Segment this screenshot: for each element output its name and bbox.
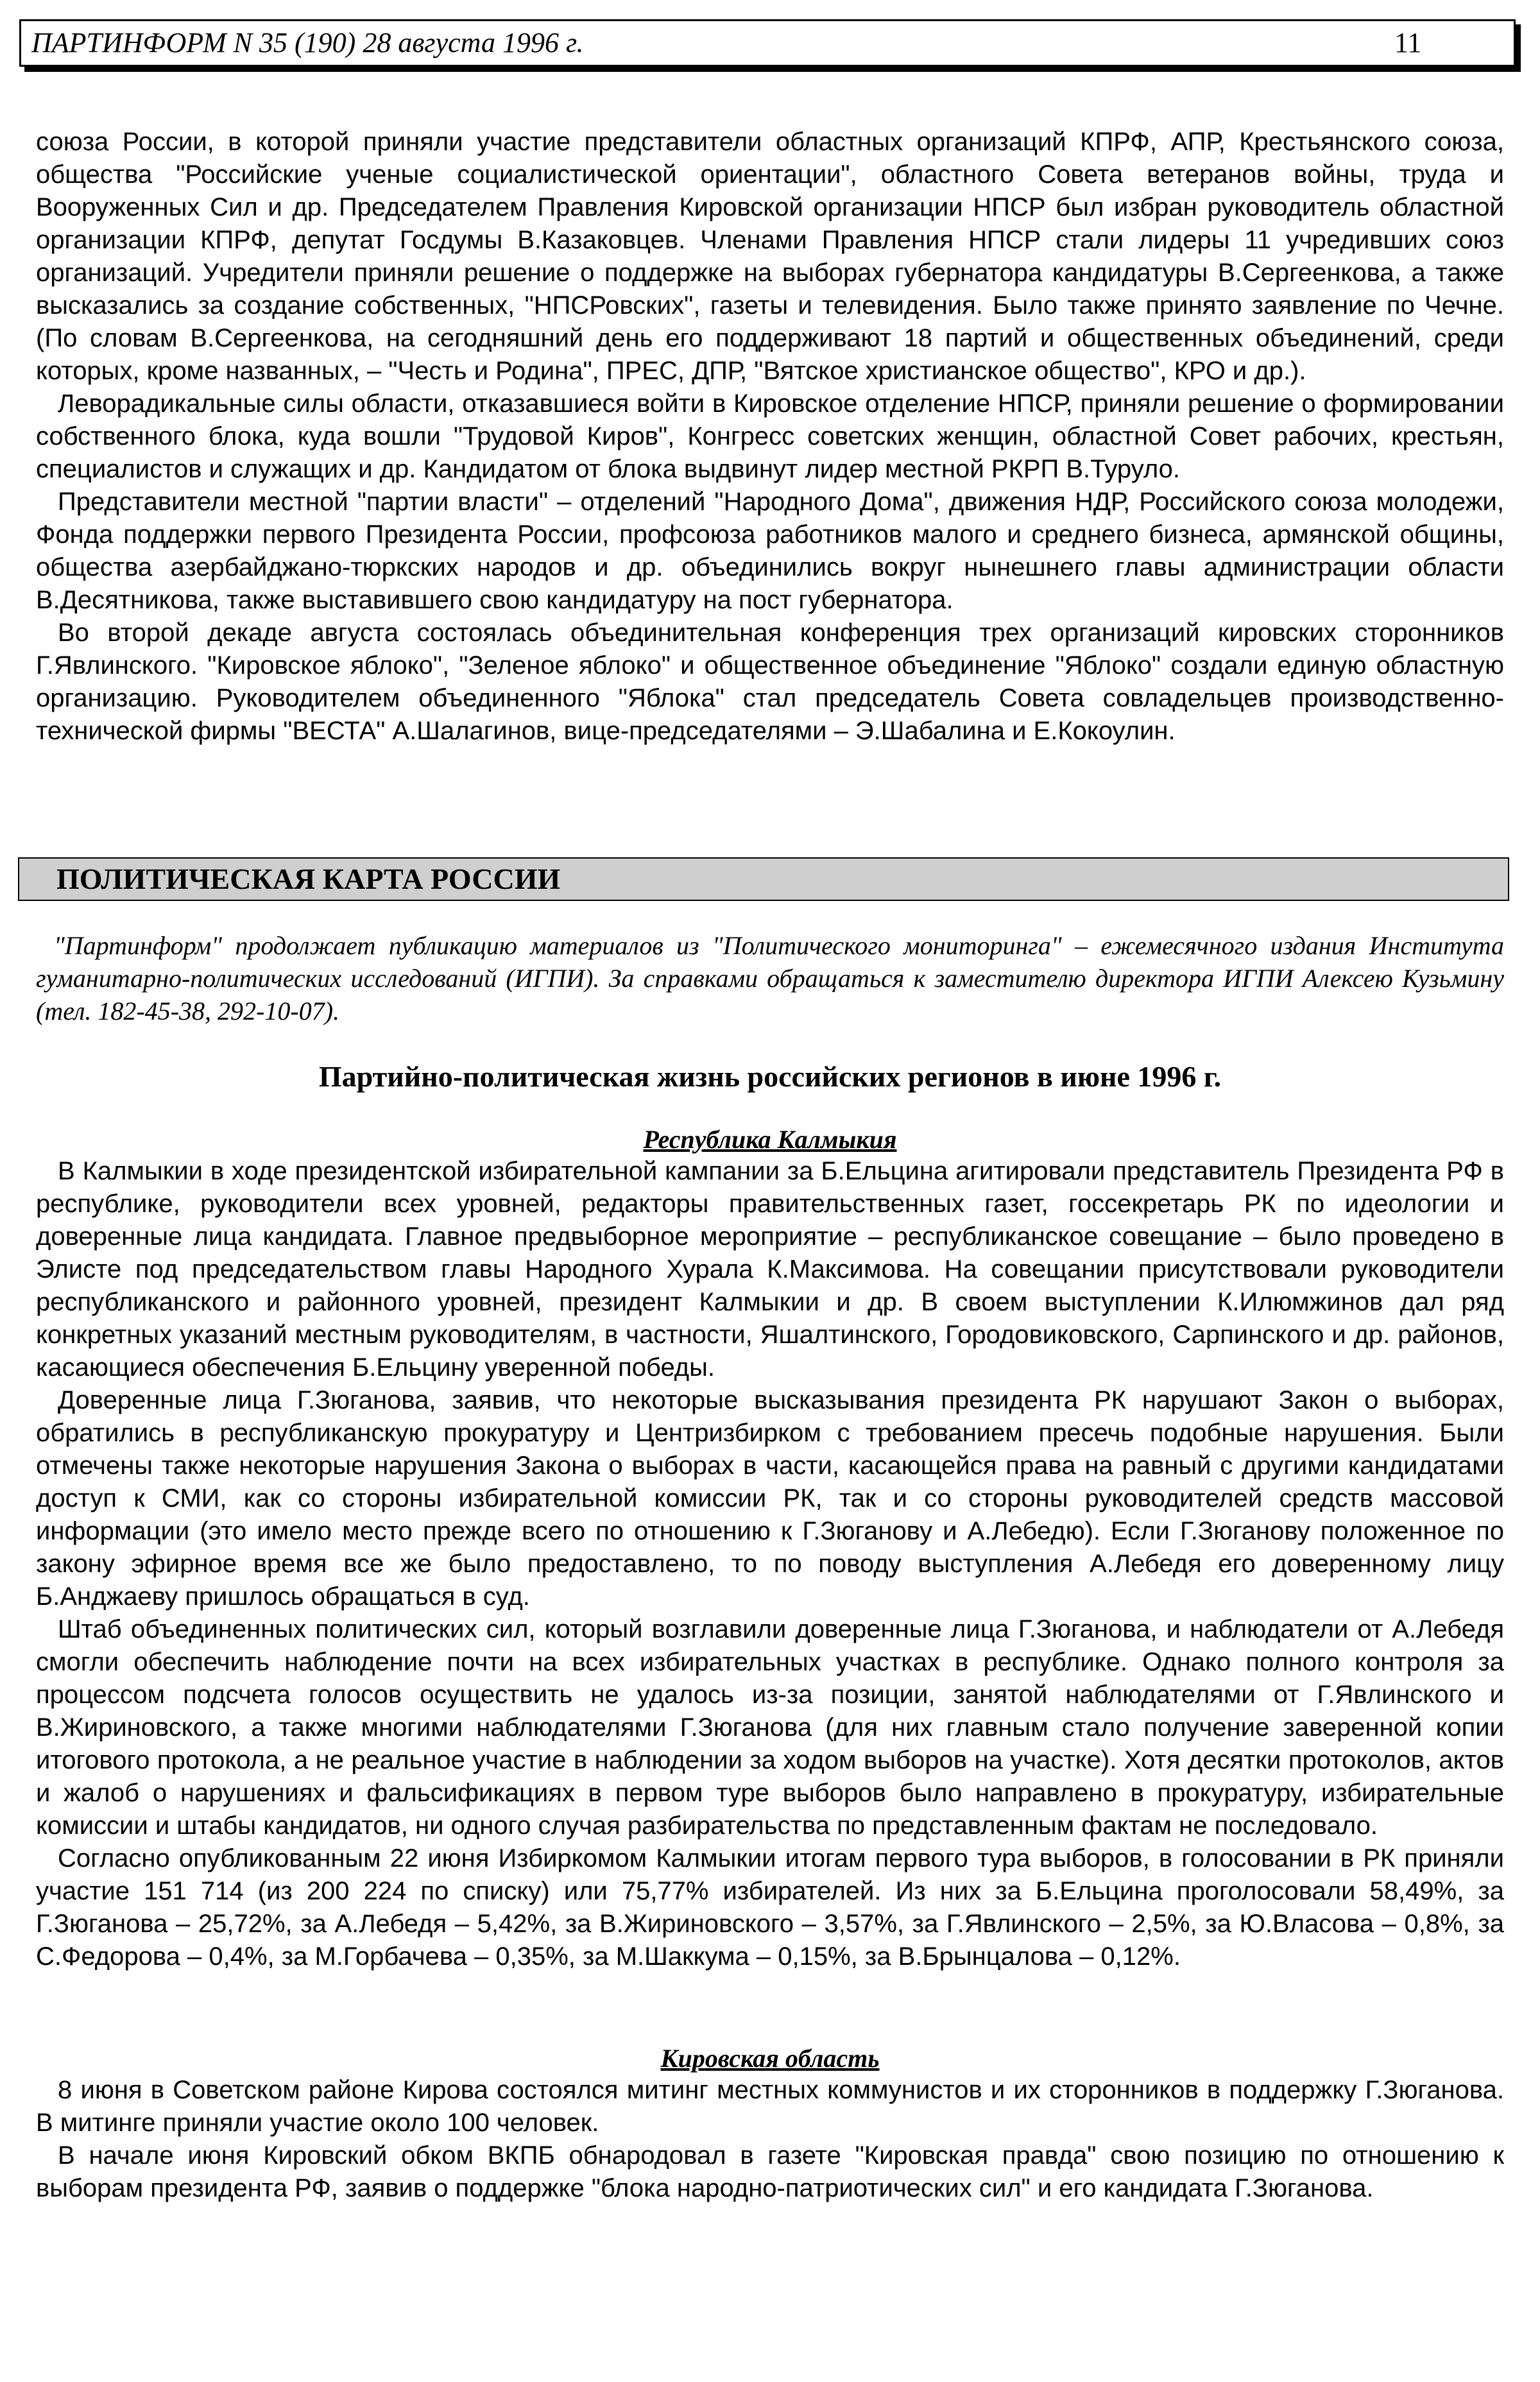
paragraph: Во второй декаде августа состоялась объединительная конференция трех организаций кировских сторонников Г.Явлинского. "Кировское яблоко", "Зеленое яблоко" и общественное объединение "Яблоко" создали единую областную организацию. Руководителем объединенного "Яблока" стал председатель Совета совладельцев производственно-технической фирмы "ВЕСТА" А.Шалагинов, вице-председателями – Э.Шабалина и Е.Кокоулин. <box>36 619 1504 745</box>
paragraph: Согласно опубликованным 22 июня Избиркомом Калмыкии итогам первого тура выборов, в голосовании в РК приняли участие 151 714 (из 200 224 по списку) или 75,77% избирателей. Из них за Б.Ельцина проголосовали 58,49%, за Г.Зюганова – 25,72%, за А.Лебедя – 5,42%, за В.Жириновского – 3,57%, за Г.Явлинского – 2,5%, за Ю.Власова – 0,8%, за С.Федорова – 0,4%, за М.Горбачева – 0,35%, за М.Шаккума – 0,15%, за В.Брынцалова – 0,12%. <box>36 1844 1504 1971</box>
article-title: Партийно-политическая жизнь российских регионов в июне 1996 г. <box>318 1060 1222 1093</box>
region-kalmykia <box>36 1124 1504 1973</box>
rubric-intro: "Партинформ" продолжает публикацию материалов из "Политического мониторинга" – ежемесячного издания Института гуманитарно-политических исследований (ИГПИ). За справками обращаться к заместителю директора ИГПИ Алексею Кузьмину (тел. 182-45-38, 292-10-07). <box>36 931 1504 1025</box>
paragraph: В начале июня Кировский обком ВКПБ обнародовал в газете "Кировская правда" свою позицию по отношению к выборам президента РФ, заявив о поддержке "блока народно-патриотических сил" и его кандидата Г.Зюганова. <box>36 2141 1504 2202</box>
issue-title: ПАРТИНФОРМ N 35 (190) 28 августа 1996 г. <box>31 27 584 58</box>
paragraph: 8 июня в Советском районе Кирова состоялся митинг местных коммунистов и их сторонников в поддержку Г.Зюганова. В митинге приняли участие около 100 человек. <box>36 2076 1504 2137</box>
page-number: 11 <box>1394 27 1422 58</box>
page-header <box>19 19 1516 67</box>
rubric-intro-block <box>36 929 1504 1027</box>
rubric-title: ПОЛИТИЧЕСКАЯ КАРТА РОССИИ <box>56 862 561 895</box>
paragraph: Леворадикальные силы области, отказавшиеся войти в Кировское отделение НПСР, приняли решение о формировании собственного блока, куда вошли "Трудовой Киров", Конгресс советских женщин, областной Совет рабочих, крестьян, специалистов и служащих и др. Кандидатом от блока выдвинут лидер местной РКРП В.Туруло. <box>36 390 1504 483</box>
continued-article <box>36 126 1504 748</box>
paragraph: союза России, в которой приняли участие представители областных организаций КПРФ, АПР, Крестьянского союза, общества "Российские ученые социалистической ориентации", областного Совета ветеранов войны, труда и Вооруженных Сил и др. Председателем Правления Кировской организации НПСР был избран руководитель областной организации КПРФ, депутат Госдумы В.Казаковцев. Членами Правления НПСР стали лидеры 11 учредивших союз организаций. Учредители приняли решение о поддержке на выборах губернатора кандидатуры В.Сергеенкова, а также высказались за создание собственных, "НПСРовских", газеты и телевидения. Было также принято заявление по Чечне. (По словам В.Сергеенкова, на сегодняшний день его поддерживают 18 партий и общественных объединений, среди которых, кроме названных, – "Честь и Родина", ПРЕС, ДПР, "Вятское христианское общество", КРО и др.). <box>36 128 1504 385</box>
region-kirov <box>36 2043 1504 2205</box>
paragraph: В Калмыкии в ходе президентской избирательной кампании за Б.Ельцина агитировали представитель Президента РФ в республике, руководители всех уровней, редакторы правительственных газет, госсекретарь РК по идеологии и доверенные лица кандидата. Главное предвыборное мероприятие – республиканское совещание – было проведено в Элисте под председательством главы Народного Хурала К.Максимова. На совещании присутствовали руководители республиканского и районного уровней, президент Калмыкии и др. В своем выступлении К.Илюмжинов дал ряд конкретных указаний местным руководителям, в частности, Яшалтинского, Городовиковского, Сарпинского и др. районов, касающиеся обеспечения Б.Ельцину уверенной победы. <box>36 1157 1504 1382</box>
region-body <box>36 2074 1504 2205</box>
paragraph: Представители местной "партии власти" – отделений "Народного Дома", движения НДР, Российского союза молодежи, Фонда поддержки первого Президента России, профсоюза работников малого и среднего бизнеса, армянской общины, общества азербайджано-тюркских народов и др. объединились вокруг нынешнего главы администрации области В.Десятникова, также выставившего свою кандидатуру на пост губернатора. <box>36 488 1504 614</box>
paragraph: Доверенные лица Г.Зюганова, заявив, что некоторые высказывания президента РК нарушают Закон о выборах, обратились в республиканскую прокуратуру и Центризбирком с требованием пресечь подобные нарушения. Были отмечены также некоторые нарушения Закона о выборах в части, касающейся права на равный с другими кандидатами доступ к СМИ, как со стороны избирательной комиссии РК, так и со стороны руководителей средств массовой информации (это имело место прежде всего по отношению к Г.Зюганову и А.Лебедю). Если Г.Зюганову положенное по закону эфирное время все же было предоставлено, то по поводу выступления А.Лебедя его доверенному лицу Б.Анджаеву пришлось обращаться в суд. <box>36 1386 1504 1611</box>
region-heading: Республика Калмыкия <box>643 1125 897 1154</box>
rubric-banner <box>18 857 1509 901</box>
region-heading: Кировская область <box>660 2044 880 2073</box>
paragraph: Штаб объединенных политических сил, который возглавили доверенные лица Г.Зюганова, и наблюдатели от А.Лебедя смогли обеспечить наблюдение почти на всех избирательных участках в республике. Однако полного контроля за процессом подсчета голосов осуществить не удалось из-за позиции, занятой наблюдателями от Г.Явлинского и В.Жириновского, а также многими наблюдателями Г.Зюганова (для них главным стало получение заверенной копии итогового протокола, а не реальное участие в наблюдении за ходом выборов на участке). Хотя десятки протоколов, актов и жалоб о нарушениях и фальсификациях в первом туре выборов было направлено в прокуратуру, избирательные комиссии и штабы кандидатов, ни одного случая разбирательства по представленным фактам не последовало. <box>36 1615 1504 1840</box>
region-body <box>36 1155 1504 1973</box>
